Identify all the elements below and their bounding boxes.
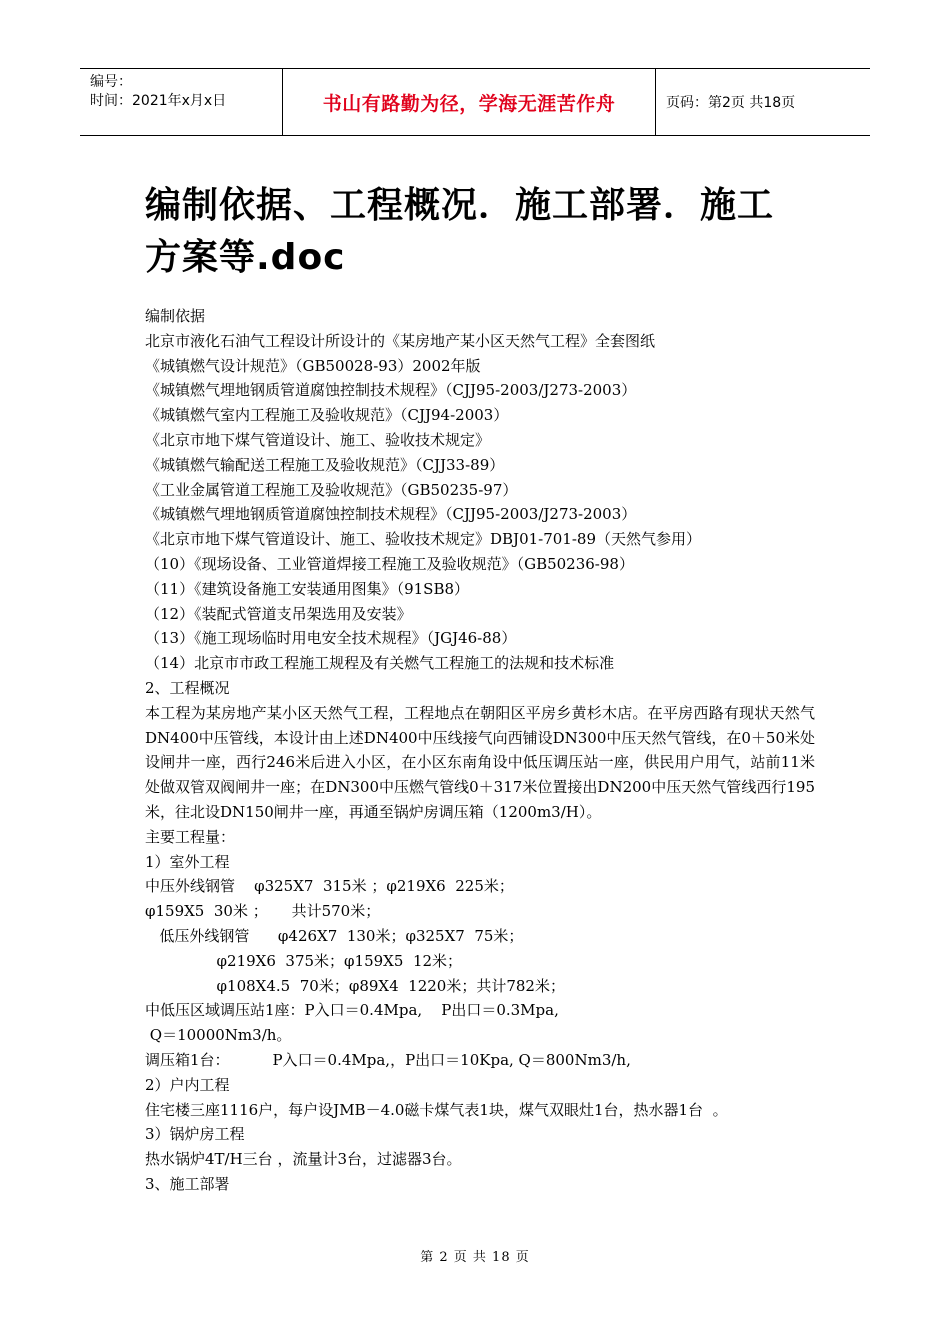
page-header [80,68,870,136]
project-overview-paragraph: 本工程为某房地产某小区天然气工程，工程地点在朝阳区平房乡黄杉木店。在平房西路有现状天然气DN400中压管线，本设计由上述DN400中压线接气向西铺设DN300中压天然气管线，在0＋50米处设闸井一座，西行246米后进入小区，在小区东南角设中低压调压站一座，供民用户用气，站前11米处做双管双阀闸井一座；在DN300中压燃气管线0＋317米位置接出DN200中压天然气管线西行195米，往北设DN150闸井一座，再通至锅炉房调压箱（1200m3/H）。 [145,703,815,821]
body-line: 《北京市地下煤气管道设计、施工、验收技术规定》DBJ01-701-89（天然气参用） [145,530,702,549]
body-line: φ159X5 30米 ； 共计570米； [145,902,381,921]
body-line: Q＝10000Nm3/h。 [145,1026,292,1045]
body-line: （10）《现场设备、工业管道焊接工程施工及验收规范》（GB50236-98） [145,554,634,573]
body-line: 热水锅炉4T/H三台 ，流量计3台，过滤器3台。 [145,1150,462,1169]
body-line: 《城镇燃气输配送工程施工及验收规范》（CJJ33-89） [145,455,505,474]
body-line: 《城镇燃气埋地钢质管道腐蚀控制技术规程》（CJJ95-2003/J273-2003） [145,381,637,400]
body-line: 《工业金属管道工程施工及验收规范》（GB50235-97） [145,480,518,499]
body-line: φ219X6 375米；φ159X5 12米； [145,951,463,970]
body-line: （14）北京市市政工程施工规程及有关燃气工程施工的法规和技术标准 [145,654,615,673]
document-number-label: 编号： [90,74,132,90]
document-title-line-1: 编制依据、工程概况．施工部署．施工 [145,185,775,226]
body-line: （13）《施工现场临时用电安全技术规程》（JGJ46-88） [145,629,517,648]
body-line: （12）《装配式管道支吊架选用及安装》 [145,604,412,623]
body-line: 编制依据 [145,307,206,325]
body-line: 主要工程量： [145,827,236,846]
header-page-info: 页码：第2页 共18页 [666,95,796,111]
body-line: 1）室外工程 [145,852,230,871]
section-heading: 2、工程概况 [145,678,230,697]
header-motto: 书山有路勤为径，学海无涯苦作舟 [282,69,656,135]
body-line: 调压箱1台： P入口＝0.4Mpa,，P出口＝10Kpa, Q＝800Nm3/h, [145,1050,631,1069]
body-line: φ108X4.5 70米；φ89X4 1220米；共计782米； [145,976,565,995]
body-line: 《城镇燃气室内工程施工及验收规范》（CJJ94-2003） [145,406,509,425]
body-line: 中压外线钢管 φ325X7 315米 ；φ219X6 225米； [145,877,514,896]
body-line: 《城镇燃气设计规范》（GB50028-93）2002年版 [145,356,481,375]
body-line: 2）户内工程 [145,1075,230,1094]
body-line: 北京市液化石油气工程设计所设计的《某房地产某小区天然气工程》全套图纸 [145,331,656,350]
body-line: 3）锅炉房工程 [145,1125,245,1144]
page-footer: 第 2 页 共 18 页 [420,1250,530,1265]
document-title-line-2: 方案等.doc [145,237,346,278]
body-line: 中低压区域调压站1座：P入口＝0.4Mpa, P出口＝0.3Mpa, [145,1001,559,1020]
body-line: 《北京市地下煤气管道设计、施工、验收技术规定》 [145,430,491,449]
header-meta [80,69,282,135]
document-date: 时间：2021年x月x日 [90,93,227,109]
section-heading: 3、施工部署 [145,1174,230,1193]
body-line: 住宅楼三座1116户，每户设JMB－4.0磁卡煤气表1块，煤气双眼灶1台，热水器1台 。 [145,1100,728,1119]
body-line: 《城镇燃气埋地钢质管道腐蚀控制技术规程》（CJJ95-2003/J273-2003） [145,505,637,524]
document-title [145,180,815,284]
body-line: （11）《建筑设备施工安装通用图集》（91SB8） [145,579,470,598]
body-line: 低压外线钢管 φ426X7 130米；φ325X7 75米； [145,926,524,945]
document-body [145,304,815,1197]
